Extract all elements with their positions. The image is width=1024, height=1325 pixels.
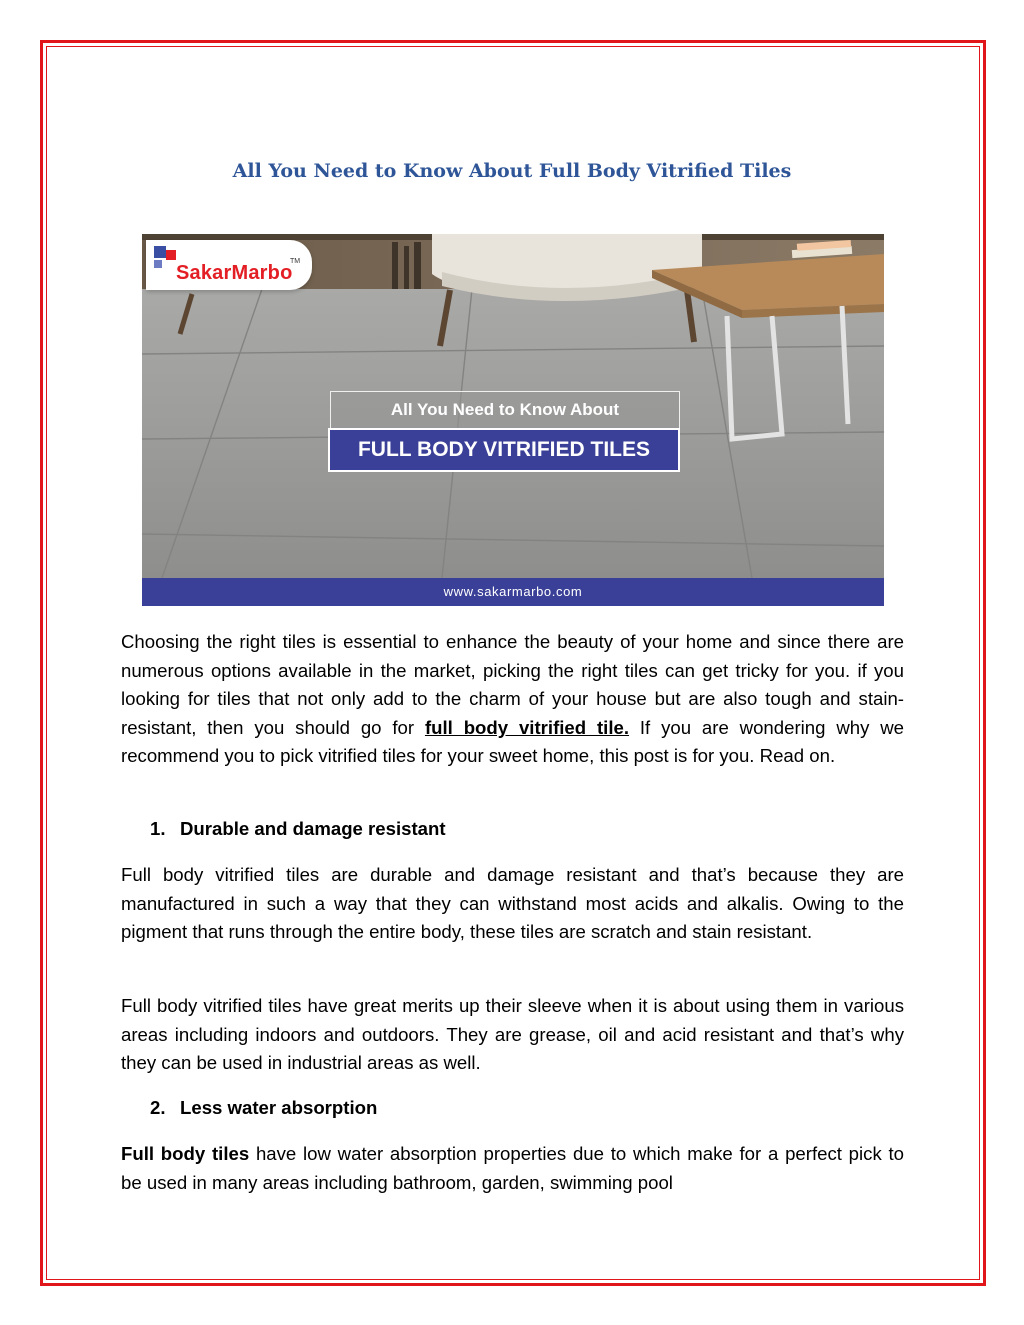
logo-mark-square [154, 260, 162, 268]
logo-text: SakarMarbo [176, 262, 293, 284]
section-1-paragraph-1: Full body vitrified tiles are durable and damage resistant and that’s because they are manufactured in such a way that they can withstand most acids and alkalis. Owing to the pigment that runs through the entire body, these tiles are scratch and stain resistant. [121, 864, 904, 943]
list-number: 1. [150, 818, 166, 839]
heading-text: Less water absorption [180, 1097, 378, 1118]
document-title: All You Need to Know About Full Body Vitrified Tiles [232, 160, 792, 182]
paragraph-text: have low water absorption properties due to which make for a perfect pick to be used in many areas including bathroom, garden, swimming pool [121, 1143, 905, 1193]
section-heading-2 [150, 1097, 377, 1119]
logo-mark-square [166, 250, 176, 260]
section-heading-1 [150, 818, 446, 840]
bold-lead: Full body tiles [121, 1143, 250, 1164]
heading-text: Durable and damage resistant [180, 818, 446, 839]
section-2-paragraph [121, 1140, 904, 1197]
logo-trademark: TM [290, 258, 301, 265]
intro-text: Choosing the right tiles is essential to enhance the beauty of your home and since there are numerous options available in the market, picking the right tiles can get tricky for you. if you looking for tiles that not only add to the charm of your house but are also tough and stain-resistant, then you should go for [121, 631, 904, 738]
full-body-vitrified-tile-link[interactable]: full body vitrified tile. [424, 716, 630, 738]
hero-image [142, 234, 884, 606]
hero-banner-subtitle: All You Need to Know About [330, 391, 680, 429]
logo-mark-square [154, 246, 166, 258]
list-number: 2. [150, 1097, 166, 1118]
section-1-paragraph-2: Full body vitrified tiles have great merits up their sleeve when it is about using them in various areas including indoors and outdoors. They are grease, oil and acid resistant and that’s why they can be used in industrial areas as well. [121, 995, 904, 1074]
hero-banner-title: FULL BODY VITRIFIED TILES [328, 428, 680, 472]
intro-text-end: If you are wondering why we recommend you to pick vitrified tiles for your sweet home, this post is for you. Read on. [121, 716, 905, 767]
hero-website-bar: www.sakarmarbo.com [142, 578, 884, 606]
brand-logo [146, 240, 312, 290]
intro-paragraph [121, 628, 904, 771]
